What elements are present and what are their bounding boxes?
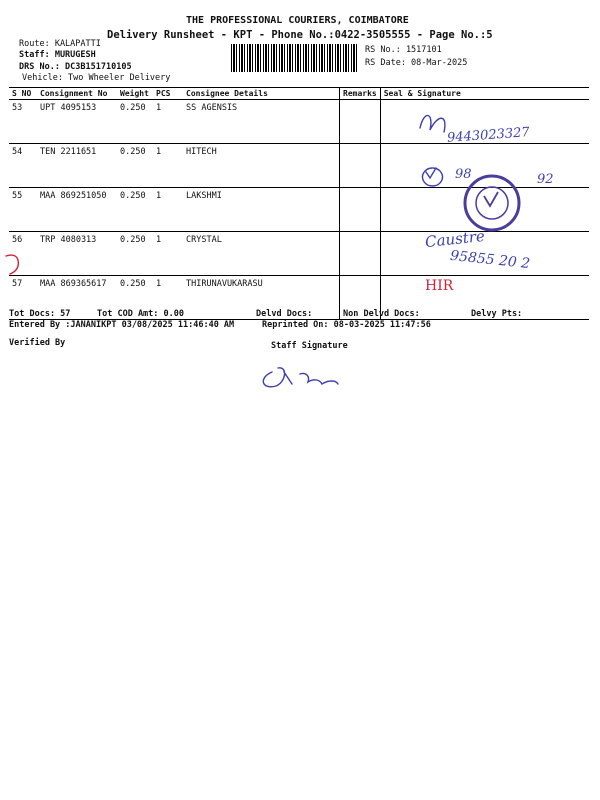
route: Route: KALAPATTI — [19, 39, 101, 49]
col-seal-signature: Seal & Signature — [380, 88, 589, 100]
rs-number: RS No.: 1517101 — [365, 45, 442, 55]
cell-weight: 0.250 — [117, 232, 153, 276]
col-sno: S NO — [9, 88, 37, 100]
cell-pcs: 1 — [153, 232, 183, 276]
staff-signature-scribble — [263, 368, 338, 387]
row56-note-b: 95855 20 2 — [449, 247, 531, 273]
rs-date: RS Date: 08-Mar-2025 — [365, 58, 468, 68]
cell-pcs: 1 — [153, 276, 183, 320]
row53-phone: 9443023327 — [446, 125, 531, 146]
col-remarks: Remarks — [340, 88, 381, 100]
delivery-points: Delvy Pts: — [471, 309, 523, 319]
staff: Staff: MURUGESH — [19, 50, 96, 60]
cell-consignee: SS AGENSIS — [183, 100, 340, 144]
vehicle: Vehicle: Two Wheeler Delivery — [22, 73, 171, 83]
runsheet-subtitle: Delivery Runsheet - KPT - Phone No.:0422-3505555 - Page No.:5 — [107, 29, 493, 41]
cell-consignment: TEN 2211651 — [37, 144, 117, 188]
drs-number: DRS No.: DC3B151710105 — [19, 62, 132, 72]
cell-consignment: MAA 869365617 — [37, 276, 117, 320]
cell-pcs: 1 — [153, 144, 183, 188]
row57-note: HIR — [425, 278, 454, 294]
reprinted-on: Reprinted On: 08-03-2025 11:47:56 — [262, 320, 431, 330]
row53-scribble — [420, 115, 445, 132]
cell-weight: 0.250 — [117, 144, 153, 188]
col-weight: Weight — [117, 88, 153, 100]
row56-note-a: Caustre — [424, 226, 486, 252]
row55-note-a: 98 — [455, 167, 472, 182]
cell-consignee: THIRUNAVUKARASU — [183, 276, 340, 320]
col-consignee: Consignee Details — [183, 88, 340, 100]
cell-weight: 0.250 — [117, 100, 153, 144]
row55-note-b: 92 — [537, 172, 554, 187]
cell-consignee: LAKSHMI — [183, 188, 340, 232]
cell-consignment: MAA 869251050 — [37, 188, 117, 232]
row57-red-mark — [6, 255, 18, 274]
cell-sno: 54 — [9, 144, 37, 188]
cell-sno: 53 — [9, 100, 37, 144]
cell-sno: 56 — [9, 232, 37, 276]
entered-by: Entered By :JANANIKPT 03/08/2025 11:46:40 AM — [9, 320, 235, 330]
cell-weight: 0.250 — [117, 188, 153, 232]
delivered-docs: Delvd Docs: — [256, 309, 313, 319]
cell-weight: 0.250 — [117, 276, 153, 320]
total-docs: Tot Docs: 57 — [9, 309, 71, 319]
verified-by: Verified By — [9, 338, 66, 348]
col-pcs: PCS — [153, 88, 183, 100]
cell-pcs: 1 — [153, 188, 183, 232]
cell-sno: 57 — [9, 276, 37, 320]
cell-consignee: CRYSTAL — [183, 232, 340, 276]
col-consignment: Consignment No — [37, 88, 117, 100]
staff-signature-label: Staff Signature — [271, 341, 348, 351]
cell-consignee: HITECH — [183, 144, 340, 188]
company-title: THE PROFESSIONAL COURIERS, COIMBATORE — [186, 15, 409, 26]
non-delivered-docs: Non Delvd Docs: — [343, 309, 420, 319]
company-seal — [465, 176, 519, 230]
row54-circle-mark — [422, 168, 442, 186]
cell-pcs: 1 — [153, 100, 183, 144]
total-cod: Tot COD Amt: 0.00 — [97, 309, 184, 319]
cell-consignment: TRP 4080313 — [37, 232, 117, 276]
cell-sno: 55 — [9, 188, 37, 232]
cell-consignment: UPT 4095153 — [37, 100, 117, 144]
